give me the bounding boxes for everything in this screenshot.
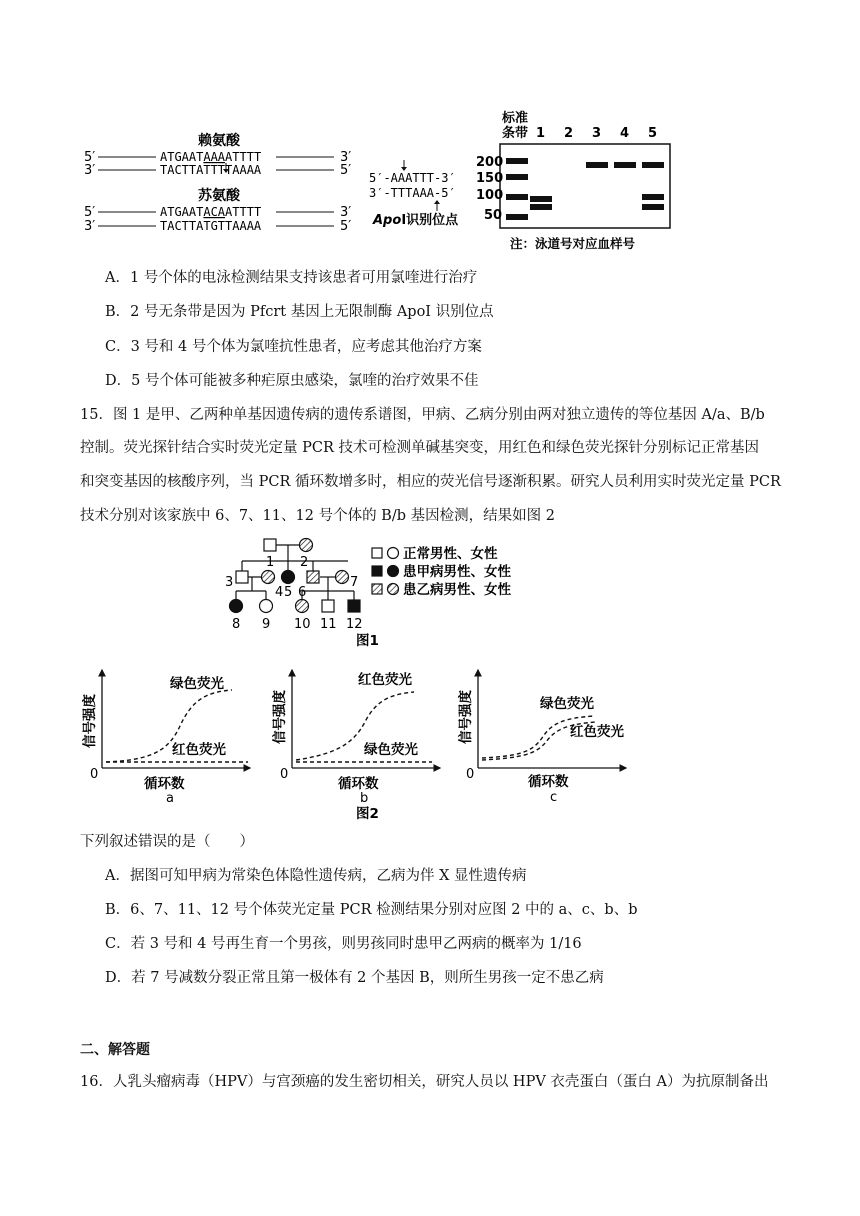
lys-label: 赖氨酸 [198,133,240,149]
svg-text:条带: 条带 [502,126,529,141]
q15-option-d: D．若 7 号减数分裂正常且第一极体有 2 个基因 B，则所生男孩一定不患乙病 [105,970,604,986]
thr-label: 苏氨酸 [198,188,240,204]
figure-1-caption: 图1 [356,633,379,649]
gel-lane-label: 3 [592,126,602,141]
svg-text:红色荧光: 红色荧光 [172,742,226,758]
gel-lane-label: 4 [620,126,630,141]
gel-band [642,204,664,210]
svg-text:c: c [550,790,558,805]
q14-option-c: C．3 号和 4 号个体为氯喹抗性患者，应考虑其他治疗方案 [105,339,482,355]
svg-text:b: b [360,791,369,806]
svg-text:信号强度: 信号强度 [272,690,288,744]
gel-note: 注：泳道号对应血样号 [510,236,636,251]
pedigree-figure [222,533,552,651]
svg-text:TACTTATGTTAAAA: TACTTATGTTAAAA [160,219,262,233]
svg-text:信号强度: 信号强度 [82,694,98,748]
gel-band [530,204,552,210]
svg-text:8: 8 [232,617,241,632]
svg-text:信号强度: 信号强度 [458,690,474,744]
gel-standard-label: 标准 [502,111,529,126]
panel-c [457,670,626,805]
site-bottom: 3′-TTTAAA-5′ [369,186,456,200]
pedigree-ind-9 [260,600,273,613]
q15-line-3: 和突变基因的核酸序列，当 PCR 循环数增多时，相应的荧光信号逐渐积累。研究人员利用实时荧光定量 PCR [80,474,781,490]
svg-text:5′: 5′ [340,219,352,234]
gel-lane-label: 2 [564,126,574,141]
pedigree-ind-4 [262,571,275,584]
q15-line-2: 控制。荧光探针结合实时荧光定量 PCR 技术可检测单碱基突变，用红色和绿色荧光探针分别标记正常基因 [80,440,759,456]
svg-text:ATGAATAAAATTTT: ATGAATAAAATTTT [160,150,262,164]
gel-band [506,158,528,164]
svg-text:循环数: 循环数 [528,774,569,790]
pedigree-ind-3 [236,571,248,583]
svg-text:0: 0 [280,767,289,782]
svg-text:5′: 5′ [84,205,96,220]
svg-text:11: 11 [320,617,337,632]
gel-band [586,162,608,168]
pedigree-ind-6 [307,571,319,583]
svg-text:6: 6 [298,585,307,600]
q15-option-b: B．6、7、11、12 号个体荧光定量 PCR 检测结果分别对应图 2 中的 a、c、b、b [105,902,638,918]
gel-band [506,174,528,180]
svg-text:3′: 3′ [340,205,352,220]
gel-lane-label: 1 [536,126,546,141]
legend-disease-a: 患甲病男性、女性 [403,564,511,580]
svg-text:2: 2 [300,555,309,570]
gel-band [530,196,552,202]
pedigree-ind-5 [282,571,295,584]
pedigree-ind-7 [336,571,349,584]
legend-disease-b: 患乙病男性、女性 [403,582,511,598]
q15-stem: 下列叙述错误的是（ ） [80,834,254,850]
pedigree-ind-8 [230,600,243,613]
q15-line-1: 15．图 1 是甲、乙两种单基因遗传病的遗传系谱图，甲病、乙病分别由两对独立遗传的等位基因 A/a、B/b [80,407,765,423]
q16-line-1: 16．人乳头瘤病毒（HPV）与宫颈癌的发生密切相关，研究人员以 HPV 衣壳蛋白（蛋白 A）为抗原制备出 [80,1074,769,1090]
gel-lane-label: 5 [648,126,658,141]
gel-band [642,194,664,200]
svg-text:a: a [166,791,174,806]
panel-b [271,670,440,806]
gel-band [506,214,528,220]
svg-text:4: 4 [275,585,284,600]
svg-text:5′: 5′ [84,150,96,165]
panel-a [81,670,250,806]
figure-2 [80,656,680,824]
gel-band [614,162,636,168]
q15-line-4: 技术分别对该家族中 6、7、11、12 号个体的 B/b 基因检测，结果如图 2 [80,508,555,524]
svg-text:5: 5 [284,585,293,600]
q15-option-a: A．据图可知甲病为常染色体隐性遗传病，乙病为伴 X 显性遗传病 [105,868,527,884]
pedigree-ind-12 [348,600,360,612]
svg-text:3: 3 [225,575,234,590]
svg-text:红色荧光: 红色荧光 [358,672,412,688]
legend-normal: 正常男性、女性 [403,546,498,562]
gel-marker-label: 100 [476,188,504,203]
svg-text:10: 10 [294,617,311,632]
svg-text:3′: 3′ [84,163,96,178]
pedigree-ind-2 [300,539,313,552]
site-label: ApoI识别位点 [373,213,459,228]
svg-text:TACTTATTTTAAAA: TACTTATTTTAAAA [160,163,262,177]
pedigree-ind-10 [296,600,309,613]
gel-band [642,162,664,168]
svg-text:3′: 3′ [340,150,352,165]
svg-text:循环数: 循环数 [338,776,379,792]
pedigree-ind-1 [264,539,276,551]
q14-option-a: A．1 号个体的电泳检测结果支持该患者可用氯喹进行治疗 [105,270,478,286]
svg-text:3′: 3′ [84,219,96,234]
svg-text:绿色荧光: 绿色荧光 [540,696,594,712]
q14-option-d: D．5 号个体可能被多种疟原虫感染，氯喹的治疗效果不佳 [105,373,479,389]
q14-option-b: B．2 号无条带是因为 Pfcrt 基因上无限制酶 ApoI 识别位点 [105,304,494,320]
gel-band [506,194,528,200]
svg-text:7: 7 [350,575,359,590]
svg-text:0: 0 [466,767,475,782]
q15-option-c: C．若 3 号和 4 号再生育一个男孩，则男孩同时患甲乙两病的概率为 1/16 [105,936,582,952]
gel-marker-label: 50 [484,208,503,223]
svg-text:循环数: 循环数 [144,776,185,792]
gel-figure [476,108,676,256]
svg-text:5′: 5′ [340,163,352,178]
svg-text:12: 12 [346,617,363,632]
pedigree-ind-11 [322,600,334,612]
gel-marker-label: 200 [476,155,504,170]
svg-text:ATGAATACAATTTT: ATGAATACAATTTT [160,205,262,219]
sequence-figure [80,128,380,238]
section-2-heading: 二、解答题 [80,1042,150,1058]
figure-2-caption: 图2 [356,806,379,822]
svg-text:绿色荧光: 绿色荧光 [364,742,418,758]
svg-text:1: 1 [266,555,275,570]
svg-text:0: 0 [90,767,99,782]
site-top: 5′-AAATTT-3′ [369,171,456,185]
svg-text:红色荧光: 红色荧光 [570,724,624,740]
svg-text:9: 9 [262,617,271,632]
gel-marker-label: 150 [476,171,504,186]
svg-text:绿色荧光: 绿色荧光 [170,676,224,692]
